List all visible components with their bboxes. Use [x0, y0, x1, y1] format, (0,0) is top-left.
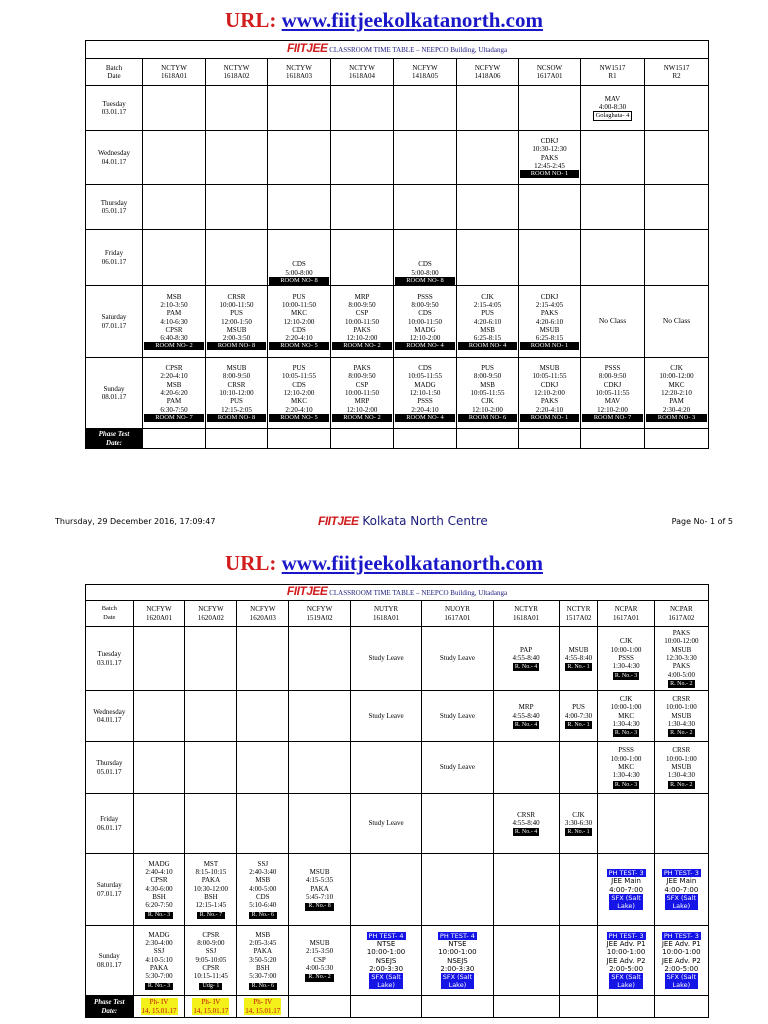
- header-cell: NCPAR 1617A01: [598, 601, 654, 627]
- url-link[interactable]: www.fiitjeekolkatanorth.com: [281, 8, 543, 32]
- room-tag: R. No.- 6: [249, 983, 277, 991]
- schedule-cell: MADG 2:40-4:10 CPSR 4:30-6:00 BSH 6:20-7:50 R. No.- 3: [133, 854, 185, 926]
- schedule-cell: MSUB 8:00-9:50 CRSR 10:10-12:00 PUS 12:15-2:05 ROOM NO- 8: [206, 358, 268, 429]
- room-tag: R. No.- 4: [514, 829, 538, 836]
- study-leave-cell: Study Leave: [422, 627, 493, 691]
- table-row: [86, 230, 709, 286]
- table-row: [86, 691, 709, 742]
- room-tag: R. No.- 4: [514, 721, 538, 728]
- day-cell: Friday 06.01.17: [86, 794, 134, 854]
- day-cell: Saturday 07.01.17: [86, 286, 143, 358]
- schedule-cell: PUS 8:00-9:50 MSB 10:05-11:55 CJK 12:10-2:00 ROOM NO- 6: [457, 358, 519, 429]
- table-row: [86, 131, 709, 185]
- table-row: [86, 742, 709, 794]
- schedule-cell: SSJ 2:40-3:40 MSB 4:00-5:00 CDS 5:10-6:40 R. No.- 6: [237, 854, 289, 926]
- room-tag: ROOM NO- 4: [395, 414, 455, 422]
- room-tag: R. No.- 3: [614, 781, 638, 788]
- schedule-cell: CRSR 4:55-8:40 R. No.- 4: [493, 794, 559, 854]
- day-cell: Sunday 08.01.17: [86, 926, 134, 996]
- venue-tag: SFX (Salt Lake): [666, 973, 697, 990]
- header-cell: NW1517 R2: [645, 59, 709, 86]
- room-tag: R. No.- 3: [145, 983, 173, 991]
- day-cell: Tuesday 03.01.17: [86, 86, 143, 131]
- header-cell: NCFYW 1620A01: [133, 601, 185, 627]
- room-tag: ROOM NO- 1: [520, 342, 579, 350]
- room-tag: ROOM NO- 8: [207, 342, 266, 350]
- room-tag: ROOM NO- 2: [144, 342, 204, 350]
- schedule-cell: CDKJ 10:30-12:30 PAKS 12:45-2:45 ROOM NO- 1: [519, 131, 581, 185]
- table-row: [86, 86, 709, 131]
- study-leave-cell: Study Leave: [350, 627, 421, 691]
- schedule-cell: CDKJ 2:15-4:05 PAKS 4:20-6:10 MSUB 6:25-8:15 ROOM NO- 1: [519, 286, 581, 358]
- room-tag: ROOM NO- 2: [332, 342, 392, 350]
- room-tag: R. No.- 7: [197, 912, 225, 920]
- day-cell: Saturday 07.01.17: [86, 854, 134, 926]
- room-tag: ROOM NO- 4: [395, 342, 455, 350]
- phase-test-row: [86, 429, 709, 449]
- url-link[interactable]: www.fiitjeekolkatanorth.com: [281, 551, 543, 575]
- ph-test-tag: PH TEST- 3: [663, 868, 699, 877]
- schedule-cell: PUS 10:00-11:50 MKC 12:10-2:00 CDS 2:20-4:10 ROOM NO- 5: [268, 286, 331, 358]
- schedule-cell: CJK 10:00-1:00 PSSS 1:30-4:30 R. No.- 3: [598, 627, 654, 691]
- header-cell: NCFYW 1519A02: [289, 601, 351, 627]
- schedule-cell: PAP 4:55-8:40 R. No.- 4: [493, 627, 559, 691]
- schedule-cell: CPSR 2:20-4:10 MSB 4:20-6:20 PAM 6:30-7:50 ROOM NO- 7: [143, 358, 206, 429]
- venue-tag: SFX (Salt Lake): [666, 893, 697, 910]
- header-cell: NCTYW 1618A01: [143, 59, 206, 86]
- schedule-cell: MSUB 4:55-8:40 R. No.- 1: [559, 627, 598, 691]
- table-row: [86, 854, 709, 926]
- table-title: [86, 41, 709, 59]
- test-cell: PH TEST- 3 JEE Main 4:00-7:00 SFX (Salt Lake): [654, 854, 708, 926]
- test-cell: PH TEST- 3 JEE Main 4:00-7:00 SFX (Salt Lake): [598, 854, 654, 926]
- schedule-cell: PUS 4:00-7:30 R. No.- 1: [559, 691, 598, 742]
- schedule-cell: CJK 10:00-1:00 MKC 1:30-4:30 R. No.- 3: [598, 691, 654, 742]
- schedule-cell: MSB 2:10-3:50 PAM 4:10-6:30 CPSR 6:40-8:30 ROOM NO- 2: [143, 286, 206, 358]
- room-tag: R. No.- 3: [614, 672, 638, 679]
- room-tag: ROOM NO- 8: [207, 414, 266, 422]
- header-cell: NW1517 R1: [581, 59, 645, 86]
- phase-test-row: [86, 996, 709, 1018]
- room-tag: ROOM NO- 6: [458, 414, 517, 422]
- study-leave-cell: Study Leave: [422, 742, 493, 794]
- room-tag: R. No.- 2: [305, 974, 333, 982]
- study-leave-cell: Study Leave: [350, 794, 421, 854]
- phase-test-label: Phase Test Date:: [86, 996, 134, 1018]
- url-label: URL:: [225, 8, 277, 32]
- schedule-cell: MSUB 2:15-3:50 CSP 4:00-5:30 R. No.- 2: [289, 926, 351, 996]
- study-leave-cell: Study Leave: [350, 691, 421, 742]
- schedule-cell: MSUB 10:05-11:55 CDKJ 12:10-2:00 PAKS 2:20-4:10 ROOM NO- 1: [519, 358, 581, 429]
- timetable-1: [85, 40, 709, 449]
- table-row: [86, 286, 709, 358]
- room-tag: Golaghata- 4: [593, 111, 633, 121]
- venue-tag: SFX (Salt Lake): [611, 973, 641, 990]
- schedule-cell: PSSS 8:00-9:50 CDKJ 10:05-11:55 MAV 12:10-2:00 ROOM NO- 7: [581, 358, 645, 429]
- phase-test-label: Phase Test Date:: [86, 429, 143, 449]
- schedule-cell: MAV 4:00-8:30 Golaghata- 4: [581, 86, 645, 131]
- title-text: CLASSROOM TIME TABLE – NEEPCO Building, Ultadanga: [329, 46, 508, 55]
- venue-tag: SFX (Salt Lake): [442, 973, 473, 990]
- header-cell: Batch Date: [86, 59, 143, 86]
- header-cell: NCFYW 1418A06: [457, 59, 519, 86]
- schedule-cell: MSB 2:05-3:45 PAKA 3:50-5:20 BSH 5:30-7:00 R. No.- 6: [237, 926, 289, 996]
- room-tag: ROOM NO- 4: [458, 342, 517, 350]
- header-cell: NCFYW 1620A03: [237, 601, 289, 627]
- schedule-cell: PSSS 10:00-1:00 MKC 1:30-4:30 R. No.- 3: [598, 742, 654, 794]
- header-cell: NCTYR 1618A01: [493, 601, 559, 627]
- room-tag: R. No.- 4: [514, 664, 538, 671]
- fiitjee-logo: FIITJEE: [286, 41, 328, 56]
- room-tag: ROOM NO- 5: [269, 342, 329, 350]
- footer-centre: FIITJEE Kolkata North Centre: [318, 514, 488, 528]
- day-cell: Thursday 05.01.17: [86, 185, 143, 230]
- venue-tag: SFX (Salt Lake): [611, 893, 641, 910]
- schedule-cell: CJK 10:00-12:00 MKC 12:20-2:10 PAM 2:30-4:20 ROOM NO- 3: [645, 358, 709, 429]
- day-cell: Wednesday 04.01.17: [86, 131, 143, 185]
- room-tag: R. No.- 1: [567, 829, 590, 836]
- schedule-cell: PUS 10:05-11:55 CDS 12:10-2:00 MKC 2:20-4:10 ROOM NO- 5: [268, 358, 331, 429]
- url-label: URL:: [225, 551, 277, 575]
- header-cell: Batch Date: [86, 601, 134, 627]
- room-tag: R. No.- 3: [145, 912, 173, 920]
- url-line: [0, 551, 768, 576]
- schedule-cell: MRP 4:55-8:40 R. No.- 4: [493, 691, 559, 742]
- ph-test-tag: PH TEST- 4: [439, 931, 475, 940]
- day-cell: Friday 06.01.17: [86, 230, 143, 286]
- schedule-cell: CRSR 10:00-1:00 MSUB 1:30-4:30 R. No.- 2: [654, 691, 708, 742]
- day-cell: Thursday 05.01.17: [86, 742, 134, 794]
- header-cell: NCPAR 1617A02: [654, 601, 708, 627]
- timetable-2: [85, 584, 709, 1018]
- day-cell: Tuesday 03.01.17: [86, 627, 134, 691]
- study-leave-cell: Study Leave: [422, 691, 493, 742]
- room-tag: ROOM NO- 1: [520, 414, 579, 422]
- schedule-cell: CJK 2:15-4:05 PUS 4:20-6:10 MSB 6:25-8:15 ROOM NO- 4: [457, 286, 519, 358]
- room-tag: ROOM NO- 8: [395, 277, 455, 285]
- venue-tag: SFX (Salt Lake): [371, 973, 401, 990]
- schedule-cell: MADG 2:30-4:00 SSJ 4:10-5:10 PAKA 5:30-7:00 R. No.- 3: [133, 926, 185, 996]
- page-footer: [0, 514, 768, 528]
- test-cell: PH TEST- 4 NTSE 10:00-1:00 NSEJS 2:00-3:30 SFX (Salt Lake): [350, 926, 421, 996]
- header-cell: NCTYW 1618A04: [331, 59, 394, 86]
- header-cell: NUTYR 1618A01: [350, 601, 421, 627]
- room-tag: R. No.- 8: [305, 903, 333, 911]
- day-cell: Sunday 08.01.17: [86, 358, 143, 429]
- room-tag: R. No.- 6: [249, 912, 277, 920]
- room-tag: R. No.- 2: [670, 781, 693, 788]
- fiitjee-logo: FIITJEE: [286, 584, 328, 599]
- table-row: [86, 185, 709, 230]
- schedule-cell: PSSS 8:00-9:50 CDS 10:00-11:50 MADG 12:10-2:00 ROOM NO- 4: [394, 286, 457, 358]
- no-class-cell: No Class: [581, 286, 645, 358]
- schedule-cell: MRP 8:00-9:50 CSP 10:00-11:50 PAKS 12:10-2:00 ROOM NO- 2: [331, 286, 394, 358]
- header-cell: NCTYW 1618A02: [206, 59, 268, 86]
- ph-test-tag: PH TEST- 3: [663, 931, 699, 940]
- ph-test-tag: PH TEST- 4: [368, 931, 404, 940]
- room-tag: ROOM NO- 7: [144, 414, 204, 422]
- room-tag: Udg- 1: [199, 983, 222, 991]
- header-cell: NCTYR 1517A02: [559, 601, 598, 627]
- schedule-cell: CDS 10:05-11:55 MADG 12:10-1:50 PSSS 2:20-4:10 ROOM NO- 4: [394, 358, 457, 429]
- header-row: [86, 59, 709, 86]
- room-tag: ROOM NO- 2: [332, 414, 392, 422]
- test-cell: PH TEST- 4 NTSE 10:00-1:00 NSEJS 2:00-3:30 SFX (Salt Lake): [422, 926, 493, 996]
- footer-page-number: Page No- 1 of 5: [671, 517, 733, 526]
- room-tag: ROOM NO- 7: [582, 414, 643, 422]
- ph-test-tag: PH TEST- 3: [608, 868, 644, 877]
- fiitjee-logo: FIITJEE: [318, 514, 359, 528]
- header-cell: NCSOW 1617A01: [519, 59, 581, 86]
- table-title: [86, 585, 709, 601]
- header-row: [86, 601, 709, 627]
- table-row: [86, 627, 709, 691]
- room-tag: R. No.- 1: [567, 664, 590, 671]
- schedule-cell: CDS 5:00-8:00 ROOM NO- 8: [268, 230, 331, 286]
- phase-test-cell: Ph- IV 14, 15.01.17: [237, 996, 289, 1018]
- phase-test-cell: Ph- IV 14, 15.01.17: [133, 996, 185, 1018]
- header-cell: NCFYW 1418A05: [394, 59, 457, 86]
- url-line: [0, 8, 768, 33]
- schedule-cell: CPSR 8:00-9:00 SSJ 9:05-10:05 CPSR 10:15-11:45 Udg- 1: [185, 926, 237, 996]
- room-tag: ROOM NO- 3: [646, 414, 707, 422]
- test-cell: PH TEST- 3 JEE Adv. P1 10:00-1:00 JEE Adv. P2 2:00-5:00 SFX (Salt Lake): [654, 926, 708, 996]
- test-cell: PH TEST- 3 JEE Adv. P1 10:00-1:00 JEE Adv. P2 2:00-5:00 SFX (Salt Lake): [598, 926, 654, 996]
- room-tag: R. No.- 2: [670, 730, 693, 737]
- title-text: CLASSROOM TIME TABLE – NEEPCO Building, Ultadanga: [329, 589, 508, 598]
- schedule-cell: MST 8:15-10:15 PAKA 10:30-12:00 BSH 12:15-1:45 R. No.- 7: [185, 854, 237, 926]
- room-tag: R. No.- 2: [670, 680, 693, 687]
- phase-test-cell: Ph- IV 14, 15.01.17: [185, 996, 237, 1018]
- table-row: [86, 794, 709, 854]
- schedule-cell: CDS 5:00-8:00 ROOM NO- 8: [394, 230, 457, 286]
- schedule-cell: CRSR 10:00-1:00 MSUB 1:30-4:30 R. No.- 2: [654, 742, 708, 794]
- no-class-cell: No Class: [645, 286, 709, 358]
- room-tag: R. No.- 1: [567, 721, 590, 728]
- table-row: [86, 358, 709, 429]
- ph-test-tag: PH TEST- 3: [608, 931, 644, 940]
- room-tag: ROOM NO- 5: [269, 414, 329, 422]
- table-row: [86, 926, 709, 996]
- schedule-cell: PAKS 10:00-12:00 MSUB 12:30-3:30 PAKS 4:00-5:00 R. No.- 2: [654, 627, 708, 691]
- footer-timestamp: Thursday, 29 December 2016, 17:09:47: [55, 517, 216, 526]
- header-cell: NCTYW 1618A03: [268, 59, 331, 86]
- schedule-cell: PAKS 8:00-9:50 CSP 10:00-11:50 MRP 12:10-2:00 ROOM NO- 2: [331, 358, 394, 429]
- schedule-cell: MSUB 4:15-5:35 PAKA 5:45-7:10 R. No.- 8: [289, 854, 351, 926]
- room-tag: ROOM NO- 8: [269, 277, 329, 285]
- day-cell: Wednesday 04.01.17: [86, 691, 134, 742]
- schedule-cell: CJK 3:30-6:30 R. No.- 1: [559, 794, 598, 854]
- room-tag: R. No.- 3: [614, 730, 638, 737]
- room-tag: ROOM NO- 1: [520, 170, 579, 178]
- header-cell: NUOYR 1617A01: [422, 601, 493, 627]
- schedule-cell: CRSR 10:00-11:50 PUS 12:00-1:50 MSUB 2:00-3:50 ROOM NO- 8: [206, 286, 268, 358]
- header-cell: NCFYW 1620A02: [185, 601, 237, 627]
